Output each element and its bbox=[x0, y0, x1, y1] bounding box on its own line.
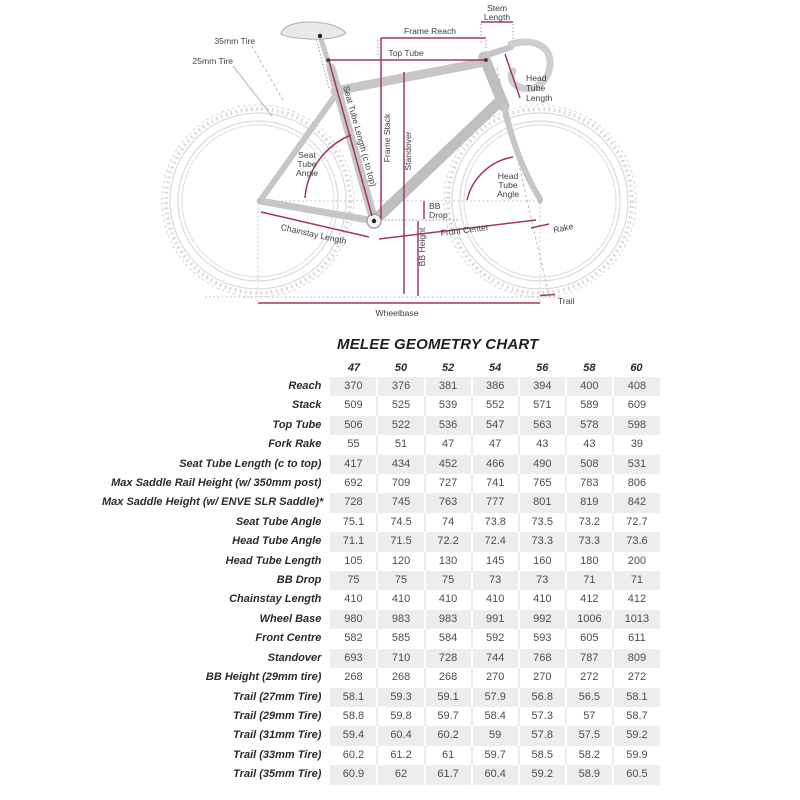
cell-value: 693 bbox=[330, 649, 377, 668]
cell-value: 60.2 bbox=[330, 746, 377, 765]
cell-value: 578 bbox=[566, 416, 613, 435]
cell-value: 59.7 bbox=[425, 707, 472, 726]
table-row bbox=[102, 493, 660, 512]
front-axle-dot bbox=[538, 199, 543, 204]
label-seat-tube-angle: Seat bbox=[298, 150, 316, 160]
cell-value: 1013 bbox=[613, 610, 660, 629]
cell-value: 268 bbox=[330, 668, 377, 687]
cell-value: 370 bbox=[330, 377, 377, 396]
row-label: Head Tube Length bbox=[102, 552, 330, 571]
cell-value: 386 bbox=[472, 377, 519, 396]
label-bb-drop: BB bbox=[429, 201, 441, 211]
chainstay-tube bbox=[260, 201, 374, 221]
cell-value: 509 bbox=[330, 396, 377, 415]
cell-value: 73.8 bbox=[472, 513, 519, 532]
table-row bbox=[102, 668, 660, 687]
cell-value: 611 bbox=[613, 629, 660, 648]
row-label: BB Drop bbox=[102, 571, 330, 590]
cell-value: 59.4 bbox=[330, 726, 377, 745]
cell-value: 394 bbox=[519, 377, 566, 396]
cell-value: 75.1 bbox=[330, 513, 377, 532]
label-25mm-tire: 25mm Tire bbox=[192, 56, 233, 66]
cell-value: 58.5 bbox=[519, 746, 566, 765]
table-row bbox=[102, 571, 660, 590]
row-label: Seat Tube Angle bbox=[102, 513, 330, 532]
label-frame-reach: Frame Reach bbox=[403, 26, 457, 36]
cell-value: 381 bbox=[425, 377, 472, 396]
table-row bbox=[102, 765, 660, 784]
tire35-pointer bbox=[252, 46, 284, 102]
table-row bbox=[102, 726, 660, 745]
cell-value: 72.2 bbox=[425, 532, 472, 551]
row-label: Chainstay Length bbox=[102, 590, 330, 609]
table-row bbox=[102, 416, 660, 435]
cell-value: 727 bbox=[425, 474, 472, 493]
cell-value: 39 bbox=[613, 435, 660, 454]
cell-value: 71.5 bbox=[377, 532, 424, 551]
geometry-table-section bbox=[102, 336, 662, 785]
table-row bbox=[102, 513, 660, 532]
row-label: Fork Rake bbox=[102, 435, 330, 454]
cell-value: 410 bbox=[425, 590, 472, 609]
cell-value: 410 bbox=[472, 590, 519, 609]
cell-value: 73.5 bbox=[519, 513, 566, 532]
cell-value: 412 bbox=[613, 590, 660, 609]
cell-value: 75 bbox=[330, 571, 377, 590]
label-frame-stack: Frame Stack bbox=[382, 113, 392, 163]
cell-value: 783 bbox=[566, 474, 613, 493]
label-head-tube-length: Head bbox=[526, 73, 547, 83]
cell-value: 160 bbox=[519, 552, 566, 571]
cell-value: 801 bbox=[519, 493, 566, 512]
saddle bbox=[281, 22, 346, 39]
cell-value: 744 bbox=[472, 649, 519, 668]
cell-value: 806 bbox=[613, 474, 660, 493]
cell-value: 57 bbox=[566, 707, 613, 726]
cell-value: 61.2 bbox=[377, 746, 424, 765]
cell-value: 589 bbox=[566, 396, 613, 415]
label-rake: Rake bbox=[552, 221, 575, 235]
cell-value: 410 bbox=[377, 590, 424, 609]
cell-value: 71 bbox=[613, 571, 660, 590]
cell-value: 980 bbox=[330, 610, 377, 629]
cell-value: 777 bbox=[472, 493, 519, 512]
row-label: Trail (33mm Tire) bbox=[102, 746, 330, 765]
cell-value: 56.5 bbox=[566, 688, 613, 707]
cell-value: 547 bbox=[472, 416, 519, 435]
table-row bbox=[102, 746, 660, 765]
label-seat-tube-length: Seat Tube Length (c to top) bbox=[341, 84, 379, 188]
label-top-tube: Top Tube bbox=[388, 48, 424, 58]
size-column-header: 50 bbox=[394, 362, 408, 374]
row-label: Max Saddle Rail Height (w/ 350mm post) bbox=[102, 474, 330, 493]
cell-value: 763 bbox=[425, 493, 472, 512]
cell-value: 120 bbox=[377, 552, 424, 571]
label-bb-height: BB Height bbox=[417, 227, 427, 267]
label-seat-tube-angle: Tube bbox=[297, 159, 317, 169]
cell-value: 563 bbox=[519, 416, 566, 435]
cell-value: 200 bbox=[613, 552, 660, 571]
saddle-clamp-dot bbox=[318, 34, 322, 38]
row-label: Trail (31mm Tire) bbox=[102, 726, 330, 745]
cell-value: 105 bbox=[330, 552, 377, 571]
cell-value: 400 bbox=[566, 377, 613, 396]
cell-value: 270 bbox=[472, 668, 519, 687]
cell-value: 60.4 bbox=[377, 726, 424, 745]
cell-value: 536 bbox=[425, 416, 472, 435]
cell-value: 58.4 bbox=[472, 707, 519, 726]
cell-value: 72.4 bbox=[472, 532, 519, 551]
cell-value: 59.2 bbox=[519, 765, 566, 784]
cell-value: 692 bbox=[330, 474, 377, 493]
cell-value: 525 bbox=[377, 396, 424, 415]
cell-value: 506 bbox=[330, 416, 377, 435]
cell-value: 992 bbox=[519, 610, 566, 629]
cell-value: 592 bbox=[472, 629, 519, 648]
size-column-header: 56 bbox=[536, 362, 549, 374]
row-label: Head Tube Angle bbox=[102, 532, 330, 551]
cell-value: 593 bbox=[519, 629, 566, 648]
bb-center-dot bbox=[372, 219, 376, 223]
table-row bbox=[102, 707, 660, 726]
size-header-row bbox=[102, 359, 660, 377]
table-row bbox=[102, 532, 660, 551]
cell-value: 598 bbox=[613, 416, 660, 435]
cell-value: 609 bbox=[613, 396, 660, 415]
cell-value: 531 bbox=[613, 455, 660, 474]
cell-value: 728 bbox=[425, 649, 472, 668]
label-stem-length: Length bbox=[483, 12, 511, 22]
row-label: Standover bbox=[102, 649, 330, 668]
cell-value: 56.8 bbox=[519, 688, 566, 707]
cell-value: 741 bbox=[472, 474, 519, 493]
cell-value: 59.2 bbox=[613, 726, 660, 745]
cell-value: 522 bbox=[377, 416, 424, 435]
cell-value: 75 bbox=[377, 571, 424, 590]
cell-value: 55 bbox=[330, 435, 377, 454]
cell-value: 72.7 bbox=[613, 513, 660, 532]
cell-value: 983 bbox=[425, 610, 472, 629]
cell-value: 60.5 bbox=[613, 765, 660, 784]
head-tube bbox=[484, 57, 504, 106]
cell-value: 73.3 bbox=[566, 532, 613, 551]
cell-value: 268 bbox=[425, 668, 472, 687]
label-head-tube-length: Length bbox=[526, 93, 553, 103]
row-label: Top Tube bbox=[102, 416, 330, 435]
cell-value: 59.3 bbox=[377, 688, 424, 707]
cell-value: 58.1 bbox=[613, 688, 660, 707]
table-row bbox=[102, 455, 660, 474]
cell-value: 584 bbox=[425, 629, 472, 648]
cell-value: 60.2 bbox=[425, 726, 472, 745]
label-head-tube-angle: Angle bbox=[497, 189, 519, 199]
cell-value: 58.9 bbox=[566, 765, 613, 784]
row-label: Trail (35mm Tire) bbox=[102, 765, 330, 784]
cell-value: 74 bbox=[425, 513, 472, 532]
cell-value: 768 bbox=[519, 649, 566, 668]
cell-value: 410 bbox=[330, 590, 377, 609]
label-head-tube-angle: Tube bbox=[498, 180, 518, 190]
cell-value: 57.5 bbox=[566, 726, 613, 745]
table-row bbox=[102, 629, 660, 648]
cell-value: 765 bbox=[519, 474, 566, 493]
label-head-tube-length: Tube bbox=[526, 83, 546, 93]
label-bb-drop: Drop bbox=[429, 210, 448, 220]
cell-value: 47 bbox=[425, 435, 472, 454]
table-row bbox=[102, 377, 660, 396]
cell-value: 61 bbox=[425, 746, 472, 765]
cell-value: 272 bbox=[566, 668, 613, 687]
row-label: Front Centre bbox=[102, 629, 330, 648]
cell-value: 73.3 bbox=[519, 532, 566, 551]
row-label: Trail (29mm Tire) bbox=[102, 707, 330, 726]
cell-value: 59.9 bbox=[613, 746, 660, 765]
cell-value: 787 bbox=[566, 649, 613, 668]
cell-value: 59.8 bbox=[377, 707, 424, 726]
row-label: Stack bbox=[102, 396, 330, 415]
cell-value: 62 bbox=[377, 765, 424, 784]
cell-value: 130 bbox=[425, 552, 472, 571]
label-stem-length: Stem bbox=[486, 3, 508, 13]
cell-value: 376 bbox=[377, 377, 424, 396]
cell-value: 412 bbox=[566, 590, 613, 609]
cell-value: 180 bbox=[566, 552, 613, 571]
label-35mm-tire: 35mm Tire bbox=[214, 36, 255, 46]
rear-axle-dot bbox=[258, 199, 263, 204]
row-label: BB Height (29mm tire) bbox=[102, 668, 330, 687]
cell-value: 58.1 bbox=[330, 688, 377, 707]
table-title: MELEE GEOMETRY CHART bbox=[337, 336, 539, 353]
table-row bbox=[102, 688, 660, 707]
stem bbox=[484, 47, 511, 56]
geometry-table bbox=[102, 359, 660, 785]
label-head-tube-angle: Head bbox=[497, 171, 519, 181]
row-label: Reach bbox=[102, 377, 330, 396]
cell-value: 270 bbox=[519, 668, 566, 687]
cell-value: 466 bbox=[472, 455, 519, 474]
row-label: Wheel Base bbox=[102, 610, 330, 629]
cell-value: 73.6 bbox=[613, 532, 660, 551]
label-trail: Trail bbox=[558, 296, 575, 306]
label-front-center: Front Center bbox=[440, 222, 490, 238]
label-seat-tube-angle: Angle bbox=[296, 168, 318, 178]
cell-value: 582 bbox=[330, 629, 377, 648]
trail-tick bbox=[540, 295, 555, 296]
size-column-header: 54 bbox=[489, 362, 502, 374]
cell-value: 991 bbox=[472, 610, 519, 629]
cell-value: 410 bbox=[519, 590, 566, 609]
size-column-header: 60 bbox=[630, 362, 643, 374]
bike-geometry-diagram bbox=[0, 0, 800, 332]
cell-value: 74.5 bbox=[377, 513, 424, 532]
cell-value: 75 bbox=[425, 571, 472, 590]
cell-value: 452 bbox=[425, 455, 472, 474]
cell-value: 728 bbox=[330, 493, 377, 512]
cell-value: 417 bbox=[330, 455, 377, 474]
head-tube-length-line bbox=[505, 54, 520, 98]
cell-value: 552 bbox=[472, 396, 519, 415]
cell-value: 58.8 bbox=[330, 707, 377, 726]
cell-value: 58.2 bbox=[566, 746, 613, 765]
cell-value: 59.1 bbox=[425, 688, 472, 707]
size-column-header: 58 bbox=[583, 362, 596, 374]
cell-value: 58.7 bbox=[613, 707, 660, 726]
cell-value: 60.4 bbox=[472, 765, 519, 784]
cell-value: 57.9 bbox=[472, 688, 519, 707]
table-row bbox=[102, 435, 660, 454]
cell-value: 43 bbox=[519, 435, 566, 454]
cell-value: 709 bbox=[377, 474, 424, 493]
cell-value: 61.7 bbox=[425, 765, 472, 784]
row-label: Max Saddle Height (w/ ENVE SLR Saddle)* bbox=[102, 493, 330, 512]
label-wheelbase: Wheelbase bbox=[375, 308, 419, 318]
cell-value: 60.9 bbox=[330, 765, 377, 784]
table-row bbox=[102, 552, 660, 571]
cell-value: 710 bbox=[377, 649, 424, 668]
cell-value: 434 bbox=[377, 455, 424, 474]
cell-value: 59.7 bbox=[472, 746, 519, 765]
cell-value: 745 bbox=[377, 493, 424, 512]
table-row bbox=[102, 590, 660, 609]
cell-value: 819 bbox=[566, 493, 613, 512]
table-row bbox=[102, 474, 660, 493]
cell-value: 571 bbox=[519, 396, 566, 415]
cell-value: 408 bbox=[613, 377, 660, 396]
cell-value: 508 bbox=[566, 455, 613, 474]
cell-value: 983 bbox=[377, 610, 424, 629]
cell-value: 47 bbox=[472, 435, 519, 454]
size-column-header: 47 bbox=[347, 362, 361, 374]
cell-value: 51 bbox=[377, 435, 424, 454]
table-row bbox=[102, 649, 660, 668]
top-tube-right-dot bbox=[484, 58, 487, 61]
cell-value: 57.8 bbox=[519, 726, 566, 745]
cell-value: 539 bbox=[425, 396, 472, 415]
cell-value: 268 bbox=[377, 668, 424, 687]
cell-value: 809 bbox=[613, 649, 660, 668]
table-row bbox=[102, 610, 660, 629]
cell-value: 71 bbox=[566, 571, 613, 590]
cell-value: 73 bbox=[519, 571, 566, 590]
label-chainstay-length: Chainstay Length bbox=[279, 221, 348, 247]
cell-value: 57.3 bbox=[519, 707, 566, 726]
table-row bbox=[102, 396, 660, 415]
cell-value: 585 bbox=[377, 629, 424, 648]
cell-value: 73 bbox=[472, 571, 519, 590]
label-standover: Standover bbox=[403, 131, 413, 171]
cell-value: 842 bbox=[613, 493, 660, 512]
corner-cell bbox=[102, 359, 330, 377]
cell-value: 59 bbox=[472, 726, 519, 745]
seatstay-tube bbox=[260, 96, 335, 201]
row-label: Seat Tube Length (c to top) bbox=[102, 455, 330, 474]
cell-value: 71.1 bbox=[330, 532, 377, 551]
cell-value: 490 bbox=[519, 455, 566, 474]
cell-value: 1006 bbox=[566, 610, 613, 629]
cell-value: 73.2 bbox=[566, 513, 613, 532]
cell-value: 272 bbox=[613, 668, 660, 687]
cell-value: 605 bbox=[566, 629, 613, 648]
cell-value: 43 bbox=[566, 435, 613, 454]
row-label: Trail (27mm Tire) bbox=[102, 688, 330, 707]
size-column-header: 52 bbox=[441, 362, 455, 374]
top-tube bbox=[335, 62, 485, 91]
cell-value: 145 bbox=[472, 552, 519, 571]
